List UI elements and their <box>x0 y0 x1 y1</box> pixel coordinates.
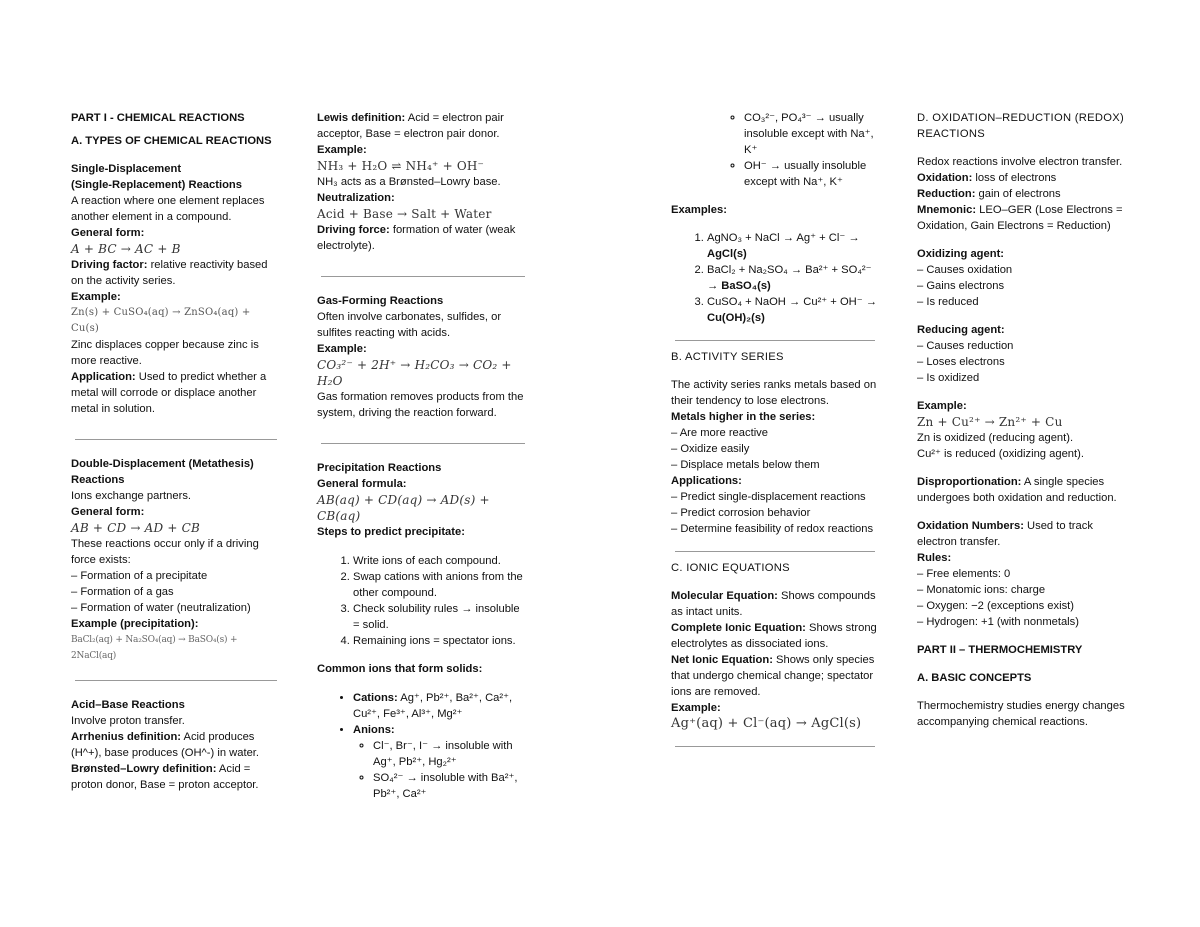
gas-example-label: Example: <box>317 343 367 355</box>
driving-force-label: Driving force: <box>317 224 390 236</box>
activity-series-title: B. ACTIVITY SERIES <box>671 351 784 363</box>
dd-general-form-equation: AB + CD → AD + CB <box>71 521 201 535</box>
list-item <box>707 262 879 294</box>
anions-sublist <box>353 738 529 802</box>
single-displacement-description: A reaction where one element replaces another element in a compound. <box>71 195 265 223</box>
neutralization-equation: Acid + Base → Salt + Water <box>317 207 492 221</box>
application-text: Used to predict whether a metal will corrode or displace another metal in solution. <box>71 371 267 415</box>
reduction-definition <box>917 186 1129 202</box>
divider <box>675 746 875 747</box>
driving-force-text: formation of water (weak electrolyte). <box>317 224 516 252</box>
redox-example-note: Cu²⁺ is reduced (oxidizing agent). <box>917 448 1084 460</box>
acid-base-description: Involve proton transfer. <box>71 715 185 727</box>
divider <box>675 551 875 552</box>
lewis-definition <box>317 110 529 142</box>
list-item: 2. Swap cations with anions from the other compound. <box>353 569 529 601</box>
oxidation-text: loss of electrons <box>972 172 1057 184</box>
list-item: – Determine feasibility of redox reactions <box>671 523 874 535</box>
list-item: ◦ CO₃²⁻, PO₄³⁻ → usually insoluble except with Na⁺, K⁺ <box>744 110 879 158</box>
dd-general-form-label: General form: <box>71 506 145 518</box>
complete-ionic-equation <box>671 620 879 652</box>
cations-text: Ag⁺, Pb²⁺, Ba²⁺, Ca²⁺, Cu²⁺, Fe³⁺, Al³⁺, Mg²⁺ <box>353 692 513 720</box>
list-item: ◦ SO₄²⁻ → insoluble with Ba²⁺, Pb²⁺, Ca²⁺ <box>373 770 529 802</box>
bronsted-lowry-definition <box>71 761 281 793</box>
disproportionation-text: A single species undergoes both oxidation and reduction. <box>917 476 1117 504</box>
molecular-equation <box>671 588 879 620</box>
cations-item <box>353 690 529 722</box>
redox-example-label: Example: <box>917 400 967 412</box>
list-item: – Is oxidized <box>917 372 980 384</box>
part-title: PART I - CHEMICAL REACTIONS <box>71 112 245 124</box>
application <box>71 369 281 417</box>
steps-label: Steps to predict precipitate: <box>317 526 465 538</box>
dd-item: – Formation of a precipitate <box>71 570 208 582</box>
net-ionic-text: Shows only species that undergo chemical change; spectator ions are removed. <box>671 654 875 698</box>
ionic-example-equation: Ag⁺(aq) + Cl⁻(aq) → AgCl(s) <box>671 716 862 731</box>
activity-series-description: The activity series ranks metals based on their tendency to lose electrons. <box>671 379 877 407</box>
net-ionic-equation <box>671 652 879 700</box>
dd-driving-force-note: These reactions occur only if a driving force exists: <box>71 538 259 566</box>
oxidizing-agent-label: Oxidizing agent: <box>917 248 1005 260</box>
column-4 <box>917 110 1129 730</box>
net-ionic-label: Net Ionic Equation: <box>671 654 773 666</box>
list-item: 4. Remaining ions = spectator ions. <box>353 633 529 649</box>
reduction-text: gain of electrons <box>975 188 1061 200</box>
general-formula-equation: AB(aq) + CD(aq) → AD(s) + CB(aq) <box>317 493 490 523</box>
application-label: Application: <box>71 371 136 383</box>
divider <box>321 443 525 444</box>
general-formula-label: General formula: <box>317 478 407 490</box>
list-item: – Monatomic ions: charge <box>917 584 1046 596</box>
reducing-agent-label: Reducing agent: <box>917 324 1005 336</box>
list-item: – Free elements: 0 <box>917 568 1011 580</box>
bronsted-lowry-label: Brønsted–Lowry definition: <box>71 763 217 775</box>
anions-item <box>353 722 529 802</box>
example-equation: Zn(s) + CuSO₄(aq) → ZnSO₄(aq) + Cu(s) <box>71 307 251 334</box>
list-item: – Causes reduction <box>917 340 1014 352</box>
list-item: – Gains electrons <box>917 280 1005 292</box>
divider <box>75 439 277 440</box>
dd-example-label: Example (precipitation): <box>71 618 199 630</box>
list-item: – Oxygen: −2 (exceptions exist) <box>917 600 1075 612</box>
column-1 <box>71 110 281 793</box>
list-item: ◦ Cl⁻, Br⁻, I⁻ → insoluble with Ag⁺, Pb²⁺, Hg₂²⁺ <box>373 738 529 770</box>
arrhenius-definition <box>71 729 281 761</box>
driving-factor-text: relative reactivity based on the activity series. <box>71 259 268 287</box>
list-item <box>707 230 879 262</box>
list-item: 3. Check solubility rules → insoluble = solid. <box>353 601 529 633</box>
divider <box>675 340 875 341</box>
lewis-note: NH₃ acts as a Brønsted–Lowry base. <box>317 176 501 188</box>
list-item <box>707 294 879 326</box>
complete-ionic-label: Complete Ionic Equation: <box>671 622 806 634</box>
example-note: Zinc displaces copper because zinc is more reactive. <box>71 339 259 367</box>
example-label: Example: <box>71 291 121 303</box>
driving-factor <box>71 257 281 289</box>
double-displacement-title: Double-Displacement (Metathesis) Reactions <box>71 458 254 486</box>
driving-factor-label: Driving factor: <box>71 259 148 271</box>
list-item: – Are more reactive <box>671 427 768 439</box>
oxidation-numbers <box>917 518 1129 550</box>
molecular-equation-label: Molecular Equation: <box>671 590 778 602</box>
column-3 <box>671 110 879 764</box>
steps-list <box>317 553 529 649</box>
example-text: BaCl₂ + Na₂SO₄ → Ba²⁺ + SO₄²⁻ → <box>707 264 872 292</box>
general-form-label: General form: <box>71 227 145 239</box>
list-item: 1. Write ions of each compound. <box>353 553 529 569</box>
gas-note: Gas formation removes products from the system, driving the reaction forward. <box>317 391 524 419</box>
section-a-title: A. TYPES OF CHEMICAL REACTIONS <box>71 135 272 147</box>
list-item: – Predict corrosion behavior <box>671 507 811 519</box>
applications-label: Applications: <box>671 475 742 487</box>
dd-item: – Formation of water (neutralization) <box>71 602 251 614</box>
common-ions-label: Common ions that form solids: <box>317 663 483 675</box>
example-product: BaSO₄(s) <box>721 280 771 292</box>
basic-concepts-description: Thermochemistry studies energy changes accompanying chemical reactions. <box>917 700 1125 728</box>
disproportionation-label: Disproportionation: <box>917 476 1022 488</box>
divider <box>75 680 277 681</box>
example-product: Cu(OH)₂(s) <box>707 312 765 324</box>
gas-forming-description: Often involve carbonates, sulfides, or sulfites reacting with acids. <box>317 311 502 339</box>
oxidation-numbers-text: Used to track electron transfer. <box>917 520 1093 548</box>
ions-list <box>317 690 529 802</box>
anions-sublist-continued <box>671 110 879 190</box>
gas-forming-title: Gas-Forming Reactions <box>317 295 444 307</box>
acid-base-title: Acid–Base Reactions <box>71 699 185 711</box>
complete-ionic-text: Shows strong electrolytes as dissociated ions. <box>671 622 877 650</box>
list-item: – Displace metals below them <box>671 459 820 471</box>
example-text: CuSO₄ + NaOH → Cu²⁺ + OH⁻ → <box>707 296 877 308</box>
example-product: AgCl(s) <box>707 248 747 260</box>
driving-force <box>317 222 529 254</box>
redox-description: Redox reactions involve electron transfer. <box>917 156 1123 168</box>
list-item: – Predict single-displacement reactions <box>671 491 866 503</box>
precipitation-title: Precipitation Reactions <box>317 462 442 474</box>
disproportionation <box>917 474 1129 506</box>
redox-example-note: Zn is oxidized (reducing agent). <box>917 432 1074 444</box>
bronsted-lowry-text: Acid = proton donor, Base = proton acceptor. <box>71 763 259 791</box>
oxidation-label: Oxidation: <box>917 172 973 184</box>
reduction-label: Reduction: <box>917 188 976 200</box>
list-item: – Oxidize easily <box>671 443 750 455</box>
examples-label: Examples: <box>671 204 727 216</box>
basic-concepts-title: A. BASIC CONCEPTS <box>917 672 1032 684</box>
general-form-equation: A + BC → AC + B <box>71 242 181 256</box>
ionic-example-label: Example: <box>671 702 721 714</box>
single-displacement-title-line1: Single-Displacement <box>71 163 182 175</box>
dd-example-equation: BaCl₂(aq) + Na₂SO₄(aq) → BaSO₄(s) + 2NaCl(aq) <box>71 635 238 661</box>
rules-label: Rules: <box>917 552 952 564</box>
oxidation-numbers-label: Oxidation Numbers: <box>917 520 1024 532</box>
dd-item: – Formation of a gas <box>71 586 174 598</box>
examples-list <box>671 230 879 326</box>
metals-higher-label: Metals higher in the series: <box>671 411 816 423</box>
lewis-example-label: Example: <box>317 144 367 156</box>
list-item: ◦ OH⁻ → usually insoluble except with Na⁺, K⁺ <box>744 158 879 190</box>
column-2 <box>317 110 529 802</box>
divider <box>321 276 525 277</box>
neutralization-label: Neutralization: <box>317 192 395 204</box>
list-item: – Causes oxidation <box>917 264 1013 276</box>
mnemonic-label: Mnemonic: <box>917 204 977 216</box>
arrhenius-label: Arrhenius definition: <box>71 731 182 743</box>
gas-example-equation: CO₃²⁻ + 2H⁺ → H₂CO₃ → CO₂ + H₂O <box>317 358 512 388</box>
anions-label: Anions: <box>353 724 395 736</box>
ionic-equations-title: C. IONIC EQUATIONS <box>671 562 790 574</box>
list-item: – Hydrogen: +1 (with nonmetals) <box>917 616 1079 628</box>
arrhenius-text: Acid produces (H^+), base produces (OH^-) in water. <box>71 731 260 759</box>
molecular-equation-text: Shows compounds as intact units. <box>671 590 876 618</box>
cations-label: Cations: <box>353 692 398 704</box>
single-displacement-title-line2: (Single-Replacement) Reactions <box>71 179 242 191</box>
list-item: – Loses electrons <box>917 356 1005 368</box>
lewis-example-equation: NH₃ + H₂O ⇌ NH₄⁺ + OH⁻ <box>317 159 485 173</box>
example-text: AgNO₃ + NaCl → Ag⁺ + Cl⁻ → <box>707 232 860 244</box>
redox-example-equation: Zn + Cu²⁺ → Zn²⁺ + Cu <box>917 415 1063 429</box>
mnemonic <box>917 202 1129 234</box>
list-item: – Is reduced <box>917 296 979 308</box>
oxidation-definition <box>917 170 1129 186</box>
part-2-title: PART II – THERMOCHEMISTRY <box>917 644 1083 656</box>
redox-title: D. OXIDATION–REDUCTION (REDOX) REACTIONS <box>917 112 1125 140</box>
mnemonic-text: LEO–GER (Lose Electrons = Oxidation, Gain Electrons = Reduction) <box>917 204 1123 232</box>
double-displacement-description: Ions exchange partners. <box>71 490 192 502</box>
lewis-text: Acid = electron pair acceptor, Base = electron pair donor. <box>317 112 504 140</box>
lewis-label: Lewis definition: <box>317 112 406 124</box>
